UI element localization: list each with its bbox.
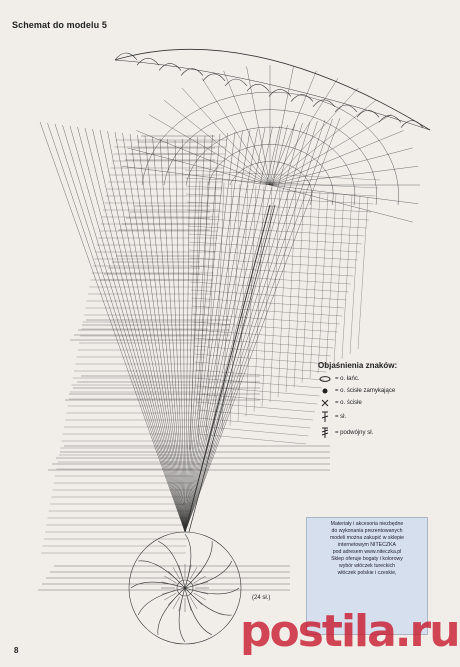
legend-label: = o. łańc. [335, 376, 360, 382]
double-crochet-icon [318, 411, 332, 423]
chain-stitch-icon [318, 375, 332, 383]
legend-item [318, 387, 453, 395]
legend-label: = o. ścisłe zamykające [335, 388, 396, 394]
info-line: Materiały i akcesoria niezbędne [330, 521, 404, 527]
legend-label: = o. ścisłe [335, 400, 362, 406]
legend-title: Objaśnienia znaków: [318, 361, 398, 370]
info-line: pod adresem www.niteczka.pl [332, 549, 402, 556]
info-line: modeli można zakupić w sklepie [329, 535, 405, 542]
info-line: włóczek polskie i czeskie, [337, 570, 397, 577]
legend-item [318, 427, 453, 439]
watermark-logo: postila.ru [240, 606, 459, 657]
slip-stitch-icon [318, 387, 332, 395]
info-line: do wykonania prezentowanych [331, 528, 403, 535]
legend-item [318, 375, 453, 383]
info-line: Sklep oferuje bogaty i kolorowy [331, 556, 403, 563]
info-line: internetowym NITECZKA [338, 542, 396, 549]
legend-label: = podwójny sł. [335, 430, 374, 436]
single-crochet-icon [318, 399, 332, 407]
center-stitch-count: (24 sł.) [252, 595, 271, 601]
legend-item [318, 399, 453, 407]
page-title: Schemat do modelu 5 [12, 20, 107, 30]
legend-label: = sł. [335, 414, 347, 420]
legend-item [318, 411, 453, 423]
page-number: 8 [14, 646, 19, 655]
legend [318, 362, 453, 443]
treble-crochet-icon [318, 427, 332, 439]
info-line: wybór włóczek tureckich [339, 563, 395, 570]
